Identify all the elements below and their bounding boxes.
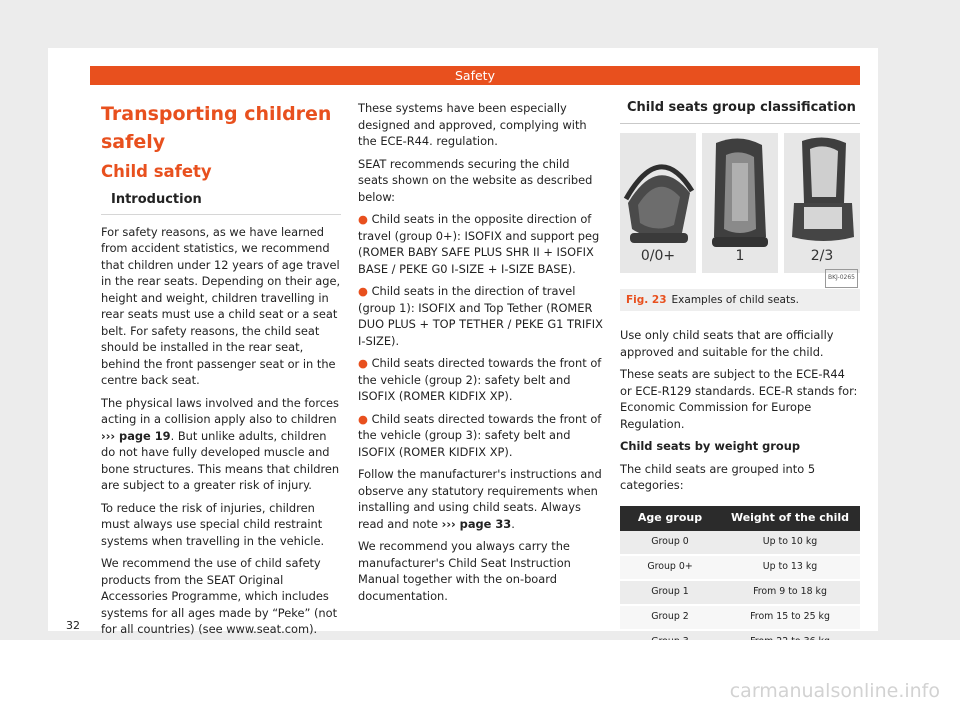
table-cell: Group 2: [620, 605, 720, 630]
paragraph: For safety reasons, as we have learned from accident statistics, we recommend that children under 12 years of age travel in the rear seats. Depending on their age, height and weight, children travelling in rear seats must use a child seat or a seat belt. For safety reasons, the child seat should be installed in the rear seat, behind the front passenger seat or in the centre back seat.: [101, 224, 341, 387]
figure-number: Fig. 23: [626, 293, 667, 306]
table-header: Weight of the child: [720, 506, 860, 531]
section-header: Safety: [90, 66, 860, 85]
bullet-icon: ●: [358, 284, 368, 298]
section-title: Child safety: [101, 162, 212, 181]
table-header: Age group: [620, 506, 720, 531]
column-left: [101, 100, 341, 644]
bullet-item: ● Child seats directed towards the front of the vehicle (group 3): safety belt and ISOFIX (ROMER KIDFIX XP).: [358, 411, 602, 459]
figure-panel-group-0: [620, 133, 696, 273]
paragraph: SEAT recommends securing the child seats shown on the website as described below:: [358, 156, 593, 204]
paragraph: We recommend the use of child safety products from the SEAT Original Accessories Programme, which includes systems for all ages made by “Peke” (not for all countries) (see www.seat.com).: [101, 556, 338, 636]
table-row: [620, 531, 860, 555]
paragraph-heading: Child seats by weight group: [620, 439, 801, 453]
bullet-item: ● Child seats in the direction of travel (group 1): ISOFIX and Top Tether (ROMER DUO PLUS + TOP TETHER / PEKE G1 TRIFIX I-SIZE).: [358, 284, 603, 348]
figure-label: 2/3: [810, 248, 834, 264]
box-title: Child seats group classification: [620, 100, 860, 124]
table-cell: From 15 to 25 kg: [720, 605, 860, 630]
weight-group-table: [620, 506, 860, 656]
paragraph: The child seats are grouped into 5 categories:: [620, 461, 816, 492]
bullet-icon: ●: [358, 411, 368, 426]
table-row: [620, 580, 860, 605]
figure-panel-group-2-3: [784, 133, 860, 273]
figure-label: 1: [735, 248, 745, 264]
figure-panel-group-1: [702, 133, 778, 273]
column-middle: [358, 100, 603, 610]
paragraph: We recommend you always carry the manufacturer's Child Seat Instruction Manual together with the on-board documentation.: [358, 539, 571, 603]
chapter-title-line2: safely: [101, 131, 166, 153]
table-cell: Up to 10 kg: [720, 531, 860, 555]
paragraph: Use only child seats that are officially approved and suitable for the child.: [620, 328, 834, 359]
chapter-title: [101, 100, 341, 156]
bullet-icon: ●: [358, 212, 368, 226]
chapter-title-line1: Transporting children: [101, 103, 332, 125]
figure-label: 0/0+: [640, 248, 676, 264]
bullet-item: ● Child seats directed towards the front of the vehicle (group 2): safety belt and ISOFIX (ROMER KIDFIX XP).: [358, 356, 602, 403]
table-header-row: [620, 506, 860, 531]
table-cell: Up to 13 kg: [720, 555, 860, 580]
paragraph: These seats are subject to the ECE-R44 or ECE-R129 standards. ECE-R stands for: Economic Commission for Europe Regulation.: [620, 367, 858, 431]
page-reference-link[interactable]: ››› page 19: [101, 428, 171, 443]
bullet-icon: ●: [358, 356, 368, 370]
table-cell: Group 0+: [620, 555, 720, 580]
paragraph: To reduce the risk of injuries, children must always use special child restraint systems when travelling in the vehicle.: [101, 500, 325, 548]
page-number: 32: [66, 619, 80, 632]
child-seats-figure: [620, 133, 860, 289]
table-cell: Group 1: [620, 580, 720, 605]
paragraph: These systems have been especially designed and approved, complying with the ECE-R44. regulation.: [358, 101, 587, 148]
table-row: [620, 555, 860, 580]
column-right: [620, 100, 860, 656]
figure-caption: Fig. 23 Examples of child seats.: [620, 289, 860, 312]
bullet-item: ● Child seats in the opposite direction of travel (group 0+): ISOFIX and support peg (ROMER BABY SAFE PLUS SHR II + ISOFIX BASE / PEKE G0 I-SIZE + I-SIZE BASE).: [358, 212, 600, 276]
watermark: carmanualsonline.info: [729, 680, 940, 702]
figure-code: BKJ-0265: [825, 269, 858, 288]
paragraph: The physical laws involved and the forces acting in a collision apply also to children ››› page 19. But unlike adults, children do not have fully developed muscle and bone structures. This means that children are subject to a greater risk of injury.: [101, 395, 340, 492]
paragraph: Follow the manufacturer's instructions and observe any statutory requirements when installing and using child seats. Always read and note ››› page 33.: [358, 467, 602, 531]
table-row: [620, 605, 860, 630]
page-reference-link[interactable]: ››› page 33: [441, 516, 512, 531]
table-cell: From 9 to 18 kg: [720, 580, 860, 605]
subsection-title: Introduction: [101, 190, 341, 215]
table-cell: Group 0: [620, 531, 720, 555]
